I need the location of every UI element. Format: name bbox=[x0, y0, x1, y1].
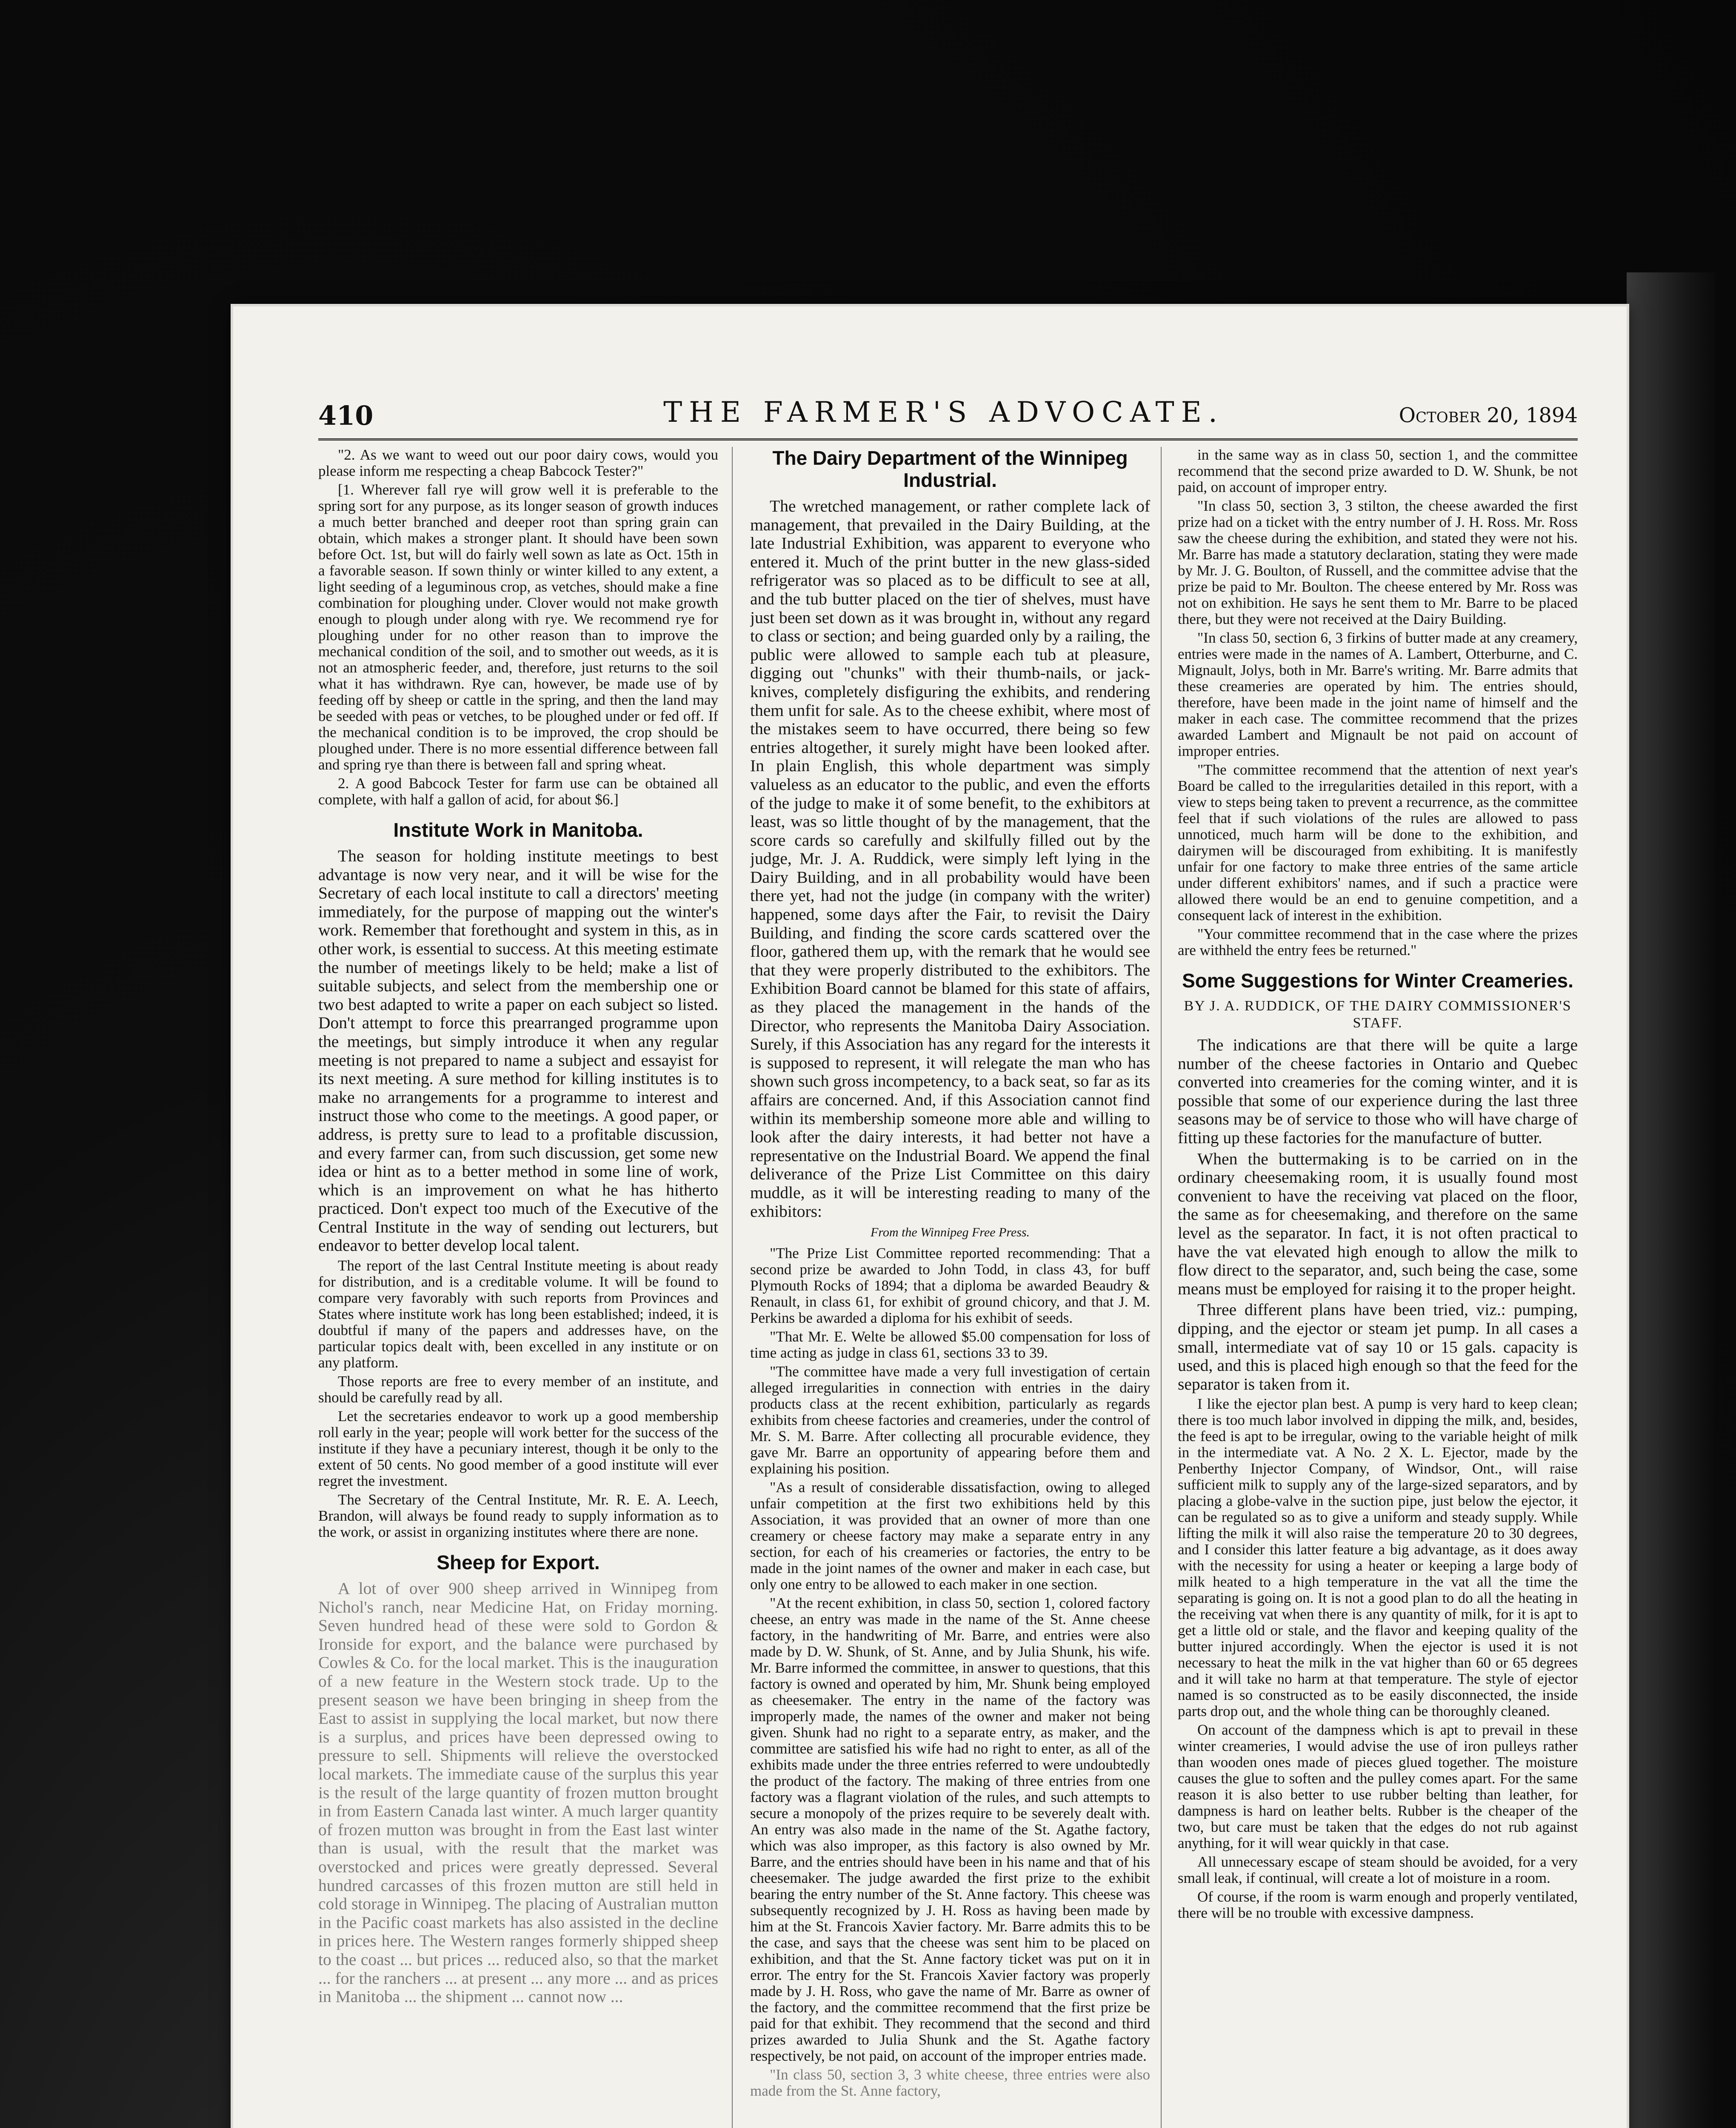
article-paragraph: "2. As we want to weed out our poor dairy cows, would you please inform me respecting a cheap Babcock Tester?" bbox=[318, 447, 718, 479]
column-2 bbox=[750, 447, 1150, 2128]
article-paragraph: The wretched management, or rather complete lack of management, that prevailed in the Dairy Building, at the late Industrial Exhibition, was apparent to everyone who entered it. Much of the print butter in the new glass-sided refrigerator was so placed as to be difficult to see at all, and the tub butter placed on the tier of shelves, must have just been set down as it was brought in, without any regard to class or section; and being guarded only by a railing, the public were allowed to sample each tub at pleasure, digging out "chunks" with their thumb-nails, or jack-knives, completely disfiguring the exhibits, and rendering them unfit for sale. As to the cheese exhibit, where most of the mistakes seem to have occurred, there being so few entries altogether, it surely might have been looked after. In plain English, this whole department was simply valueless as an educator to the public, and even the efforts of the judge to make it of some benefit, to the exhibitors at least, was so little thought of by the management, that the score cards so carefully and skilfully filled out by the judge, Mr. J. A. Ruddick, were simply left lying in the Dairy Building, and in all probability would have been there yet, had not the judge (in company with the writer) happened, some days after the Fair, to revisit the Dairy Building, and finding the score cards scattered over the floor, gathered them up, with the remark that he would see that they were properly distributed to the exhibitors. The Exhibition Board cannot be blamed for this state of affairs, as they placed the management in the hands of the Director, who represents the Manitoba Dairy Association. Surely, if this Association has any regard for the interests it is supposed to represent, it will relegate the man who has shown such gross incompetency, to a back seat, so far as its affairs are concerned. And, if this Association cannot find within its membership someone more able and willing to look after the dairy interests, it had better not have a representative on the Industrial Board. We append the final deliverance of the Prize List Committee on this dairy muddle, as it will be interesting reading to many of the exhibitors: bbox=[750, 497, 1150, 1221]
issue-date: October 20, 1894 bbox=[1399, 403, 1578, 427]
page-header bbox=[318, 392, 1578, 440]
article-paragraph: "In class 50, section 3, 3 white cheese, three entries were also made from the St. Anne factory, bbox=[750, 2066, 1150, 2099]
column-3 bbox=[1178, 447, 1578, 2128]
headline-dairy-department: The Dairy Department of the Winnipeg Industrial. bbox=[772, 447, 1128, 491]
article-paragraph: "Your committee recommend that in the case where the prizes are withheld the entry fees be returned." bbox=[1178, 926, 1578, 958]
article-paragraph: Three different plans have been tried, viz.: pumping, dipping, and the ejector or steam jet pump. In all cases a small, intermediate vat of say 10 or 15 gals. capacity is used, and this is placed high enough so that the feed for the separator is taken from it. bbox=[1178, 1300, 1578, 1393]
article-paragraph: The Secretary of the Central Institute, Mr. R. E. A. Leech, Brandon, will always be found ready to supply information as to the work, or assist in organizing institutes where there are none. bbox=[318, 1491, 718, 1541]
article-paragraph: The indications are that there will be quite a large number of the cheese factories in Ontario and Quebec converted into creameries for the coming winter, and it is possible that some of our experience during the last three seasons may be of service to those who will have charge of fitting up these factories for the manufacture of butter. bbox=[1178, 1035, 1578, 1147]
article-paragraph: 2. A good Babcock Tester for farm use can be obtained all complete, with half a gallon of acid, for about $6.] bbox=[318, 775, 718, 808]
article-paragraph: Let the secretaries endeavor to work up a good membership roll early in the year; people will work better for the success of the institute if they have a pecuniary interest, though it be only to the extent of 50 cents. No good member of a good institute will ever regret the investment. bbox=[318, 1408, 718, 1490]
masthead: THE FARMER'S ADVOCATE. bbox=[663, 396, 1224, 429]
page-edge bbox=[1627, 272, 1716, 2128]
article-paragraph: Those reports are free to every member of an institute, and should be carefully read by all. bbox=[318, 1373, 718, 1406]
article-paragraph: [1. Wherever fall rye will grow well it is preferable to the spring sort for any purpose, as its longer season of growth induces a much better branched and deeper root than spring grain can obtain, which makes a stronger plant. It should have been sown before Oct. 1st, but will do fairly well sown as late as Oct. 15th in a favorable season. If sown thinly or winter killed to any extent, a light seeding of a leguminous crop, as vetches, should make a fine combination for ploughing under. Clover would not make growth enough to plough under along with rye. We recommend rye for ploughing under for no other reason than to improve the mechanical condition of the soil, and to smother out weeds, as it is not an atmospheric feeder, and, therefore, just returns to the soil what it has withdrawn. Rye can, however, be made use of by feeding off by sheep or cattle in the spring, and then the land may be seeded with peas or vetches, to be ploughed under or fed off. If the mechanical condition is to be improved, the crop should be ploughed under. There is no more essential difference between fall and spring rye than there is between fall and spring wheat. bbox=[318, 481, 718, 773]
article-paragraph: "That Mr. E. Welte be allowed $5.00 compensation for loss of time acting as judge in class 61, sections 33 to 39. bbox=[750, 1328, 1150, 1361]
article-paragraph: "The Prize List Committee reported recommending: That a second prize be awarded to John Todd, in class 43, for buff Plymouth Rocks of 1894; that a diploma be awarded Beaudry & Renault, in class 61, for exhibit of ground chicory, and that J. M. Perkins be awarded a diploma for his exhibit of seeds. bbox=[750, 1244, 1150, 1326]
article-paragraph: "The committee have made a very full investigation of certain alleged irregularities in connection with entries in the dairy products class at the recent exhibition, particularly as regards exhibits from cheese factories and creameries, under the control of Mr. S. M. Barre. After collecting all procurable evidence, they gave Mr. Barre an opportunity of appearing before them and explaining his position. bbox=[750, 1363, 1150, 1477]
article-paragraph: The report of the last Central Institute meeting is about ready for distribution, and is a creditable volume. It will be found to compare very favorably with such reports from Provinces and States where institute work has long been established; indeed, it is doubtful if many of the papers and addresses have, on the particular topics dealt with, been excelled in any institute or on any platform. bbox=[318, 1257, 718, 1371]
article-paragraph: "The committee recommend that the attention of next year's Board be called to the irregularities detailed in this report, with a view to steps being taken to prevent a recurrence, as the committee feel that if such violations of the rules are allowed to pass unnoticed, much harm will be done to the exhibition, and dairymen will be discouraged from exhibiting. It is manifestly unfair for one factory to make three entries of the same article under different exhibitors' names, and if such a practice were allowed there would be an end to genuine competition, and a consequent lack of interest in the exhibition. bbox=[1178, 761, 1578, 924]
article-paragraph: "At the recent exhibition, in class 50, section 1, colored factory cheese, an entry was made in the name of the St. Anne cheese factory, in the handwriting of Mr. Barre, and entries were also made by D. W. Shunk, of St. Anne, and by Julia Shunk, his wife. Mr. Barre informed the committee, in answer to questions, that this factory is owned and operated by him, Mr. Shunk being employed as cheesemaker. The entry in the name of the factory was improperly made, the names of the owner and maker not being given. Shunk had no right to a separate entry, as maker, and the committee are satisfied his wife had no right to enter, as all of the exhibits made under the three entries referred to were undoubtedly the product of the factory. The making of three entries from one factory was a flagrant violation of the rules, and such attempts to secure a monopoly of the prizes require to be severely dealt with. An entry was also made in the name of the St. Agathe factory, which was also improper, as this factory is also owned by Mr. Barre, and the entries should have been in his name and that of his cheesemaker. The judge awarded the first prize to the exhibit bearing the entry number of the St. Anne factory. This cheese was subsequently recognized by J. H. Ross as having been made by him at the St. Francois Xavier factory. Mr. Barre admits this to be the case, and says that the cheese was sent him to be placed on exhibition, and that the St. Anne factory ticket was put on it in error. The entry for the St. Francois Xavier factory was properly made by J. H. Ross, who gave the name of Mr. Barre as owner of the factory, and the committee recommend that the first prize be paid for that exhibit. They recommend that the second and third prizes awarded to Julia Shunk and the St. Agathe factory respectively, be not paid, on account of the improper entries made. bbox=[750, 1594, 1150, 2064]
column-1 bbox=[318, 447, 718, 2128]
article-paragraph: in the same way as in class 50, section 1, and the committee recommend that the second prize awarded to D. W. Shunk, be not paid, on account of improper entry. bbox=[1178, 447, 1578, 495]
article-paragraph: All unnecessary escape of steam should be avoided, for a very small leak, if continual, will create a lot of moisture in a room. bbox=[1178, 1853, 1578, 1887]
article-paragraph: On account of the dampness which is apt to prevail in these winter creameries, I would advise the use of iron pulleys rather than wooden ones made of pieces glued together. The moisture causes the glue to soften and the pulley comes apart. For the same reason it is also better to use rubber belting than leather, for dampness is hard on leather belts. Rubber is the cheaper of the two, but care must be taken that the edges do not rub against anything, for it will wear quickly in that case. bbox=[1178, 1722, 1578, 1852]
source-credit: From the Winnipeg Free Press. bbox=[870, 1225, 1030, 1240]
headline-winter-creameries: Some Suggestions for Winter Creameries. bbox=[1182, 970, 1573, 992]
page-number: 410 bbox=[318, 400, 374, 431]
newspaper-page bbox=[233, 306, 1627, 2128]
article-paragraph: "In class 50, section 3, 3 stilton, the cheese awarded the first prize had on a ticket with the entry number of J. H. Ross. Mr. Ross saw the cheese during the exhibition, and stated they were not his. Mr. Barre has made a statutory declaration, stating they were made by Mr. J. G. Boulton, of Russell, and the committee advise that the prize be paid to Mr. Boulton. The cheese entered by Mr. Ross was not on exhibition. He says he sent them to Mr. Barre to be placed there, but they were not received at the Dairy Building. bbox=[1178, 498, 1578, 627]
article-paragraph: "As a result of considerable dissatisfaction, owing to alleged unfair competition at the first two exhibitions held by this Association, it was provided that an owner of more than one creamery or cheese factory may make a separate entry in any section, for each of his creameries or factories, the entry to be made in the joint names of the owner and maker in each case, but only one entry to be allowed to each maker in one section. bbox=[750, 1479, 1150, 1593]
headline-sheep-export: Sheep for Export. bbox=[437, 1551, 600, 1574]
article-paragraph: The season for holding institute meetings to best advantage is now very near, and it will be wise for the Secretary of each local institute to call a directors' meeting immediately, for the purpose of mapping out the winter's work. Remember that forethought and system in this, as in other work, is essential to success. At this meeting estimate the number of meetings likely to be held; make a list of suitable subjects, and select from the membership one or two best adapted to write a paper on each subject so listed. Don't attempt to force this prearranged programme upon the meetings, but simply introduce it when any regular meeting is not prepared to name a subject and essayist for its next meeting. A sure method for killing institutes is to make no arrangements for a programme to interest and instruct those who come to the meetings. A good paper, or address, is pretty sure to lead to a profitable discussion, and every farmer can, from such discussion, get some new idea or hint as to a better method in some line of work, which is an improvement on what he has hitherto practiced. Don't expect too much of the Executive of the Central Institute in the way of sending out lecturers, but endeavor to better develop local talent. bbox=[318, 847, 718, 1255]
article-paragraph: Of course, if the room is warm enough and properly ventilated, there will be no trouble with excessive dampness. bbox=[1178, 1888, 1578, 1922]
article-paragraph: When the buttermaking is to be carried on in the ordinary cheesemaking room, it is usually found most convenient to have the receiving vat placed on the floor, the same as for cheesemaking, and therefore on the same level as the separator. In fact, it is not often practical to have the vat elevated high enough to allow the milk to flow direct to the separator, and, such being the case, some means must be employed for raising it to the proper height. bbox=[1178, 1149, 1578, 1298]
article-paragraph: I like the ejector plan best. A pump is very hard to keep clean; there is too much labor involved in dipping the milk, and, besides, the feed is apt to be irregular, owing to the variable height of milk in the intermediate vat. A No. 2 X. L. Ejector, made by the Penberthy Injector Company, of Windsor, Ont., will raise sufficient milk to supply any of the large-sized separators, and by placing a globe-valve in the suction pipe, just below the ejector, it can be regulated so as to give a uniform and steady supply. While lifting the milk it will also raise the temperature 20 to 30 degrees, and I consider this latter feature a big advantage, as it does away with the necessity for using a heater or keeping a large body of milk heated to a high temperature in the vat all the time the separating is going on. It is not a good plan to do all the heating in the receiving vat when there is any quantity of milk, for it is apt to get a little old or stale, and the flavor and keeping quality of the butter injured accordingly. When the ejector is used it is not necessary to heat the milk in the vat higher than 60 or 65 degrees and it will take no harm at that temperature. The style of ejector named is so constructed as to be easily disconnected, the inside parts drop out, and the whole thing can be thoroughly cleaned. bbox=[1178, 1396, 1578, 1720]
column-rule bbox=[1161, 447, 1162, 2128]
headline-institute-work: Institute Work in Manitoba. bbox=[393, 819, 643, 841]
column-rule bbox=[732, 447, 733, 2128]
article-paragraph: "In class 50, section 6, 3 firkins of butter made at any creamery, entries were made in the names of A. Lambert, Otterburne, and C. Mignault, Jolys, both in Mr. Barre's writing. Mr. Barre admits that these creameries are operated by him. The entries should, therefore, have been made in the joint name of himself and the maker in each case. The committee recommend that the prizes awarded Lambert and Mignault be not paid on account of improper entries. bbox=[1178, 629, 1578, 759]
byline: BY J. A. RUDDICK, OF THE DAIRY COMMISSIONER'S STAFF. bbox=[1184, 998, 1572, 1031]
article-paragraph: A lot of over 900 sheep arrived in Winnipeg from Nichol's ranch, near Medicine Hat, on Friday morning. Seven hundred head of these were sold to Gordon & Ironside for export, and the balance were purchased by Cowles & Co. for the local market. This is the inauguration of a new feature in the Western stock trade. Up to the present season we have been bringing in sheep from the East to assist in supplying the local market, but now there is a surplus, and prices have been depressed owing to pressure to sell. Shipments will relieve the overstocked local markets. The immediate cause of the surplus this year is the result of the large quantity of frozen mutton brought in from Eastern Canada last winter. A much larger quantity of frozen mutton was brought in from the East last winter than is usual, with the result that the market was overstocked and prices were greatly depressed. Several hundred carcasses of this frozen mutton are still held in cold storage in Winnipeg. The placing of Australian mutton in the Pacific coast markets has also assisted in the decline in prices here. The Western ranges formerly shipped sheep to the coast ... but prices ... reduced also, so that the market ... for the ranchers ... at present ... any more ... and as prices in Manitoba ... the shipment ... cannot now ... bbox=[318, 1579, 718, 2006]
